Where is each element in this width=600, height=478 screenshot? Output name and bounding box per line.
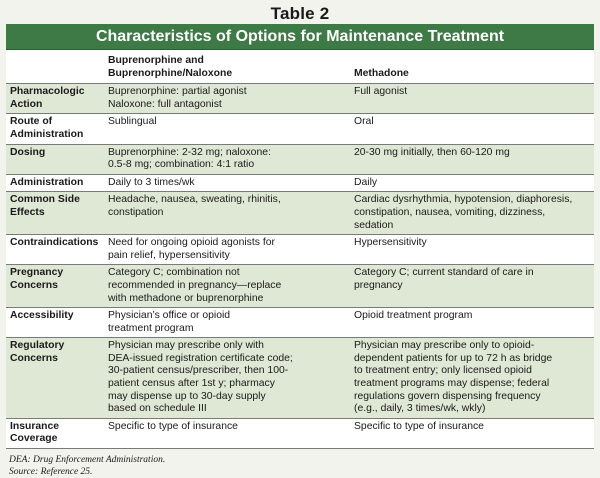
table-row bbox=[6, 418, 594, 448]
header-cell-methadone: Methadone bbox=[354, 67, 409, 79]
cell-methadone: Physician may prescribe only to opioid- dependent patients for up to 72 h as bridge to treatment entry; only licensed opioid treatment programs may dispense; federal regulations govern dispensing frequency (e.g., daily, 3 times/wk, wkly) bbox=[354, 340, 553, 415]
cell-buprenorphine: Buprenorphine: 2-32 mg; naloxone: 0.5-8 mg; combination: 4:1 ratio bbox=[108, 146, 271, 171]
row-label: Common Side Effects bbox=[10, 194, 80, 218]
row-label: Route of Administration bbox=[10, 116, 84, 140]
cell-methadone: Specific to type of insurance bbox=[354, 420, 484, 432]
table-row bbox=[6, 308, 594, 338]
cell-buprenorphine: Physician may prescribe only with DEA-issued registration certificate code; 30-patient census/prescriber, then 100- patient census after 1st y; pharmacy may dispense up to 30-day supply based on schedule III bbox=[108, 340, 293, 415]
table-row bbox=[6, 174, 594, 192]
cell-methadone: Hypersensitivity bbox=[354, 237, 427, 249]
footnote: Source: Reference 25. bbox=[9, 466, 93, 477]
cell-methadone: 20-30 mg initially, then 60-120 mg bbox=[354, 146, 510, 158]
row-label: Dosing bbox=[10, 146, 46, 158]
row-label: Contraindications bbox=[10, 237, 99, 249]
cell-methadone: Opioid treatment program bbox=[354, 310, 473, 322]
footnote: DEA: Drug Enforcement Administration. bbox=[9, 455, 166, 466]
row-label: Insurance Coverage bbox=[10, 420, 60, 445]
table-row bbox=[6, 192, 594, 235]
cell-methadone: Full agonist bbox=[354, 86, 408, 98]
cell-buprenorphine: Category C; combination not recommended in pregnancy—replace with methadone or buprenorphine bbox=[108, 267, 282, 304]
row-label: Accessibility bbox=[10, 310, 74, 322]
table-title: Characteristics of Options for Maintenance Treatment bbox=[6, 24, 594, 50]
header-row bbox=[6, 50, 594, 84]
row-label: Pharmacologic Action bbox=[10, 86, 85, 110]
cell-methadone: Cardiac dysrhythmia, hypotension, diaphoresis, constipation, nausea, vomiting, dizziness, sedation bbox=[354, 194, 573, 231]
cell-buprenorphine: Headache, nausea, sweating, rhinitis, constipation bbox=[108, 194, 281, 218]
row-label: Pregnancy Concerns bbox=[10, 267, 64, 291]
table-row bbox=[6, 84, 594, 114]
data-table bbox=[6, 50, 594, 449]
cell-buprenorphine: Daily to 3 times/wk bbox=[108, 176, 195, 188]
table-figure bbox=[6, 4, 594, 478]
cell-methadone: Oral bbox=[354, 116, 374, 128]
header-cell-empty bbox=[6, 50, 104, 84]
row-label: Administration bbox=[10, 176, 84, 188]
table-row bbox=[6, 338, 594, 419]
cell-buprenorphine: Buprenorphine: partial agonist Naloxone: full antagonist bbox=[108, 86, 247, 110]
table-label: Table 2 bbox=[270, 4, 330, 23]
table-row bbox=[6, 235, 594, 265]
cell-methadone: Category C; current standard of care in pregnancy bbox=[354, 267, 534, 291]
footnotes bbox=[6, 449, 594, 478]
cell-buprenorphine: Specific to type of insurance bbox=[108, 420, 238, 432]
cell-buprenorphine: Physician’s office or opioid treatment program bbox=[108, 310, 231, 334]
header-cell-buprenorphine: Buprenorphine and Buprenorphine/Naloxone bbox=[108, 55, 233, 79]
cell-methadone: Daily bbox=[354, 176, 378, 188]
cell-buprenorphine: Need for ongoing opioid agonists for pain relief, hypersensitivity bbox=[108, 237, 275, 261]
table-row bbox=[6, 114, 594, 144]
table-row bbox=[6, 144, 594, 174]
table-row bbox=[6, 265, 594, 308]
row-label: Regulatory Concerns bbox=[10, 340, 65, 364]
cell-buprenorphine: Sublingual bbox=[108, 116, 157, 128]
